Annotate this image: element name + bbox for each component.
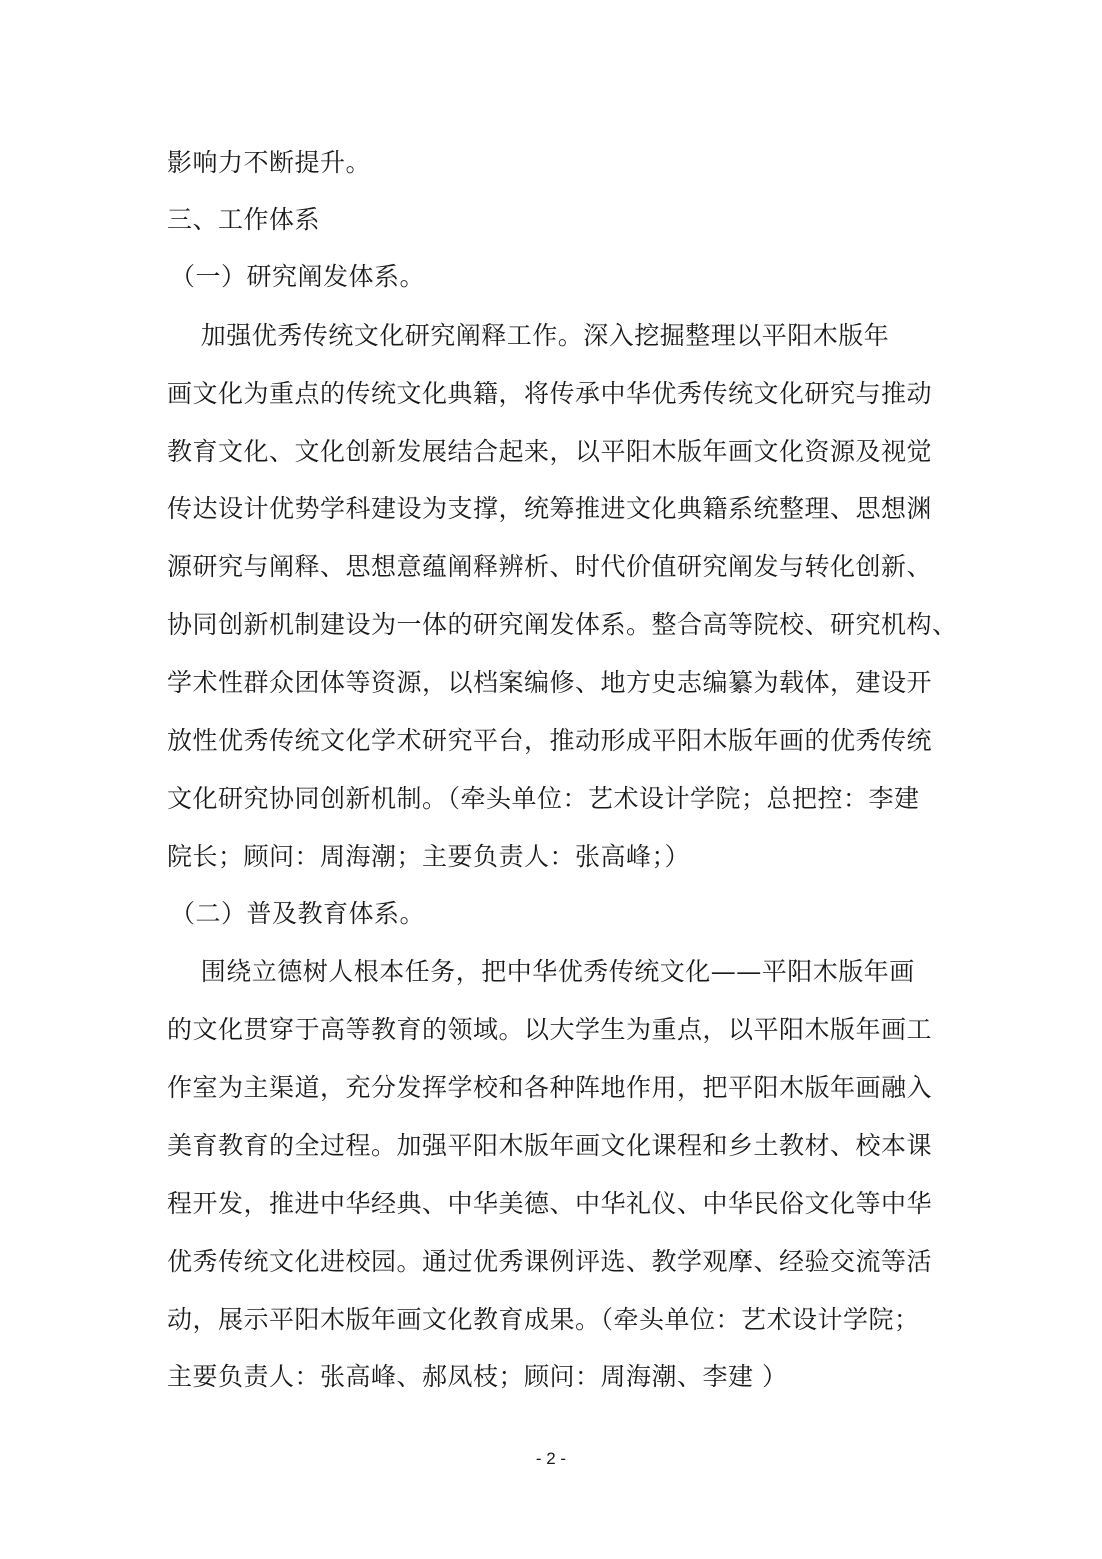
section-heading: 三、工作体系 xyxy=(167,205,321,234)
text-line: 学术性群众团体等资源，以档案编修、地方史志编纂为载体，建设开 xyxy=(167,668,933,697)
text-line: 源研究与阐释、思想意蕴阐释辨析、时代价值研究阐发与转化创新、 xyxy=(167,552,933,581)
subsection-heading: （一）研究阐发体系。 xyxy=(170,262,426,291)
text-line: 传达设计优势学科建设为支撑，统筹推进文化典籍系统整理、思想渊 xyxy=(167,494,933,523)
text-line: 作室为主渠道，充分发挥学校和各种阵地作用，把平阳木版年画融入 xyxy=(167,1073,933,1102)
text-line: 加强优秀传统文化研究阐释工作。深入挖掘整理以平阳木版年 xyxy=(167,321,890,350)
text-line: 影响力不断提升。 xyxy=(167,148,372,177)
text-line: 画文化为重点的传统文化典籍，将传承中华优秀传统文化研究与推动 xyxy=(167,379,933,408)
subsection-heading: （二）普及教育体系。 xyxy=(170,899,426,928)
page-number: - 2 - xyxy=(535,1449,567,1468)
text-line: 文化研究协同创新机制。（牵头单位：艺术设计学院；总把控：李建 xyxy=(167,784,920,813)
text-line: 协同创新机制建设为一体的研究阐发体系。整合高等院校、研究机构、 xyxy=(167,610,958,639)
text-line: 教育文化、文化创新发展结合起来，以平阳木版年画文化资源及视觉 xyxy=(167,437,933,466)
text-line: 放性优秀传统文化学术研究平台，推动形成平阳木版年画的优秀传统 xyxy=(167,726,933,755)
text-line: 美育教育的全过程。加强平阳木版年画文化课程和乡土教材、校本课 xyxy=(167,1131,933,1160)
text-line: 的文化贯穿于高等教育的领域。以大学生为重点，以平阳木版年画工 xyxy=(167,1015,933,1044)
text-line: 围绕立德树人根本任务，把中华优秀传统文化——平阳木版年画 xyxy=(167,957,915,986)
text-line: 程开发，推进中华经典、中华美德、中华礼仪、中华民俗文化等中华 xyxy=(167,1189,933,1218)
text-line: 动，展示平阳木版年画文化教育成果。（牵头单位：艺术设计学院； xyxy=(167,1305,920,1334)
text-line: 优秀传统文化进校园。通过优秀课例评选、教学观摩、经验交流等活 xyxy=(167,1247,933,1276)
text-line: 院长；顾问：周海潮；主要负责人：张高峰；） xyxy=(167,842,691,871)
text-line: 主要负责人：张高峰、郝凤枝；顾问：周海潮、李建 ） xyxy=(167,1362,788,1391)
